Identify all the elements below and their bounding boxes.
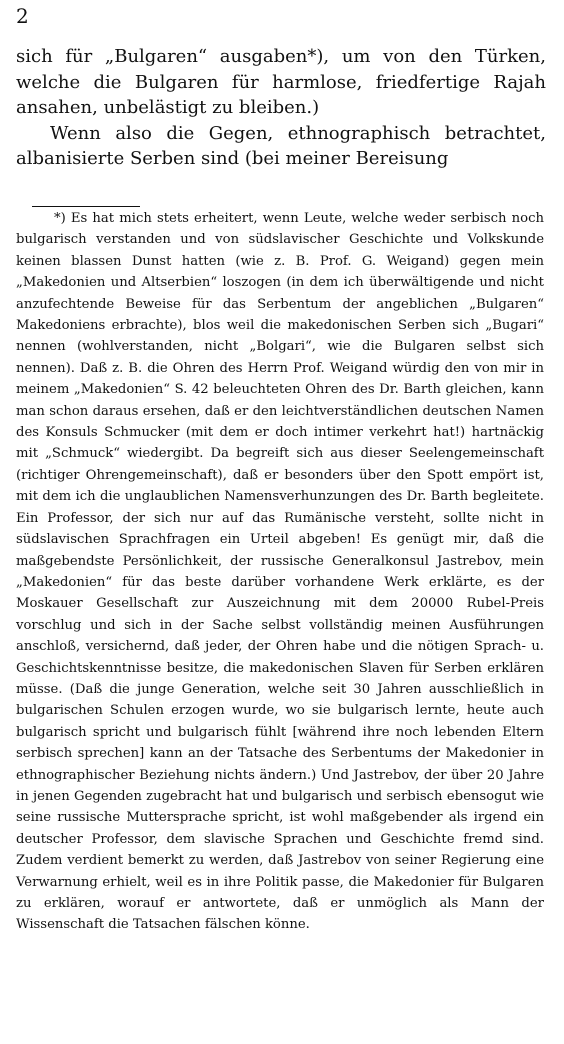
page-number: 2	[16, 4, 29, 28]
footnote-separator	[32, 206, 140, 207]
footnote	[16, 208, 544, 936]
main-paragraph-continued: sich für „Bulgaren“ ausgaben*), um von den Türken, welche die Bulgaren für harmlose, friedfertige Rajah ansahen, unbelästigt zu bleiben.)	[16, 46, 546, 118]
main-paragraph: Wenn also die Gegen, ethnographisch betrachtet, albanisierte Serben sind (bei meiner Bereisung	[16, 122, 546, 169]
main-text	[16, 44, 546, 172]
footnote-text: *) Es hat mich stets erheitert, wenn Leute, welche weder serbisch noch bulgarisch verstanden und von südslavischer Geschichte und Volkskunde keinen blassen Dunst hatten (wie z. B. Prof. G. Weigand) gegen mein „Makedonien und Altserbien“ loszogen (in dem ich überwältigende und nicht anzufechtende Beweise für das Serbentum der angeblichen „Bulgaren“ Makedoniens erbrachte), blos weil die makedonischen Serben sich „Bugari“ nennen (wohlverstanden, nicht „Bolgari“, wie die Bulgaren selbst sich nennen). Daß z. B. die Ohren des Herrn Prof. Weigand würdig den von mir in meinem „Makedonien“ S. 42 beleuchteten Ohren des Dr. Barth gleichen, kann man schon daraus ersehen, daß er den leichtverständlichen deutschen Namen des Konsuls Schmucker (mit dem er doch intimer verkehrt hat!) hartnäckig mit „Schmuck“ wiedergibt. Da begreift sich aus dieser Seelengemeinschaft (richtiger Ohrengemeinschaft), daß er besonders über den Spott empört ist, mit dem ich die unglaublichen Namensverhunzungen des Dr. Barth begleitete. Ein Professor, der sich nur auf das Rumänische versteht, sollte nicht in südslavischen Sprachfragen ein Urteil abgeben! Es genügt mir, daß die maßgebendste Persönlichkeit, der russische Generalkonsul Jastrebov, mein „Makedonien“ für das beste darüber vorhandene Werk erklärte, es der Moskauer Gesellschaft zur Auszeichnung mit dem 20000 Rubel-Preis vorschlug und sich in der Sache selbst vollständig meinen Ausführungen anschloß, versichernd, daß jeder, der Ohren habe und die nötigen Sprach- u. Geschichtskenntnisse besitze, die makedonischen Slaven für Serben erklären müsse. (Daß die junge Generation, welche seit 30 Jahren ausschließlich in bulgarischen Schulen erzogen wurde, wo sie bulgarisch lernte, heute auch bulgarisch spricht und bulgarisch fühlt [während ihre noch lebenden Eltern serbisch sprechen] kann an der Tatsache des Serbentums der Makedonier in ethnographischer Beziehung nichts ändern.) Und Jastrebov, der über 20 Jahre in jenen Gegenden zugebracht hat und bulgarisch und serbisch ebensogut wie seine russische Muttersprache spricht, ist wohl maßgebender als irgend ein deutscher Professor, dem slavische Sprachen und Geschichte fremd sind. Zudem verdient bemerkt zu werden, daß Jastrebov von seiner Regierung eine Verwarnung erhielt, weil es in ihre Politik passe, die Makedonier für Bulgaren zu erklären, worauf er antwortete, daß er unmöglich als Mann der Wissenschaft die Tatsachen fälschen könne.	[16, 211, 544, 933]
